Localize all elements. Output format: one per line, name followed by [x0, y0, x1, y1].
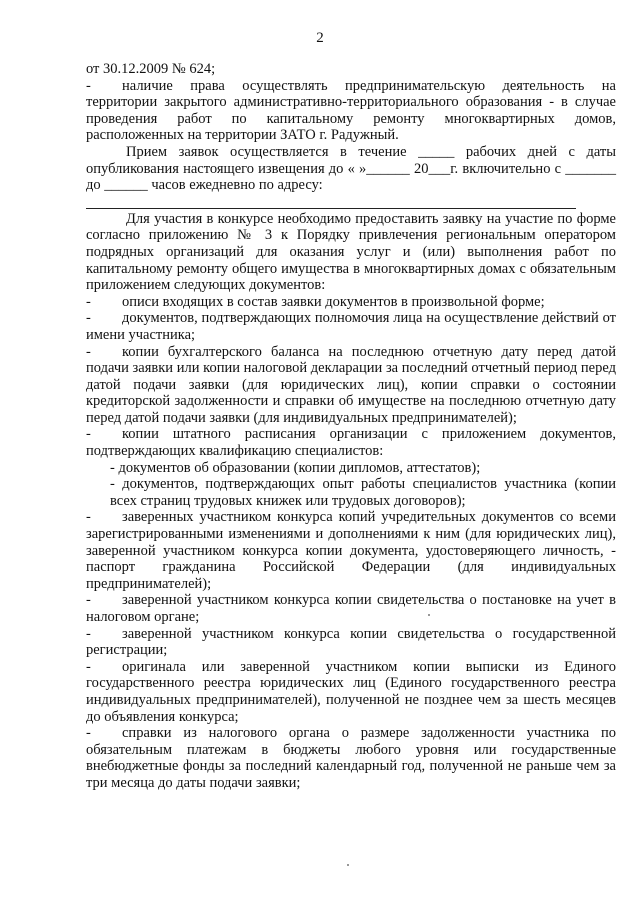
list-item-text: наличие права осуществлять предпринимательскую деятельность на территории закрытого административно-территориального образования - в случае проведения работ по капитальному ремонту многоквартирных домов, расположенных на территории ЗАТО г. Радужный. [86, 77, 616, 144]
list-item-text: заверенной участником конкурса копии свидетельства о постановке на учет в налоговом органе; [86, 592, 616, 625]
list-item-founding-docs [86, 509, 616, 592]
list-item-text: копии штатного расписания организации с приложением документов, подтверждающих квалификацию специалистов: [86, 426, 616, 460]
dash-marker: - [86, 293, 91, 310]
sub-item-experience: - документов, подтверждающих опыт работы специалистов участника (копии всех страниц трудовых книжек или трудовых договоров); [110, 476, 616, 509]
dash-marker: - [86, 310, 91, 327]
dash-marker: - [86, 426, 91, 443]
list-item-text: копии бухгалтерского баланса на последнюю отчетную дату перед датой подачи заявки или копии налоговой декларации за последний отчетный период перед датой подачи заявки (для юридических лиц), копии справки о состоянии кредиторской задолженности и справки об имуществе на последнюю отчетную дату перед датой подачи заявки (для индивидуальных предпринимателей); [86, 343, 616, 426]
paragraph-decree-ref: от 30.12.2009 № 624; [86, 61, 216, 77]
list-item-authority [86, 310, 616, 343]
list-item-text: описи входящих в состав заявки документов в произвольной форме; [122, 293, 545, 310]
list-item-balance [86, 344, 616, 427]
list-item-tax-certificate [86, 725, 616, 791]
dash-marker: - [86, 592, 91, 609]
list-item-text: оригинала или заверенной участником копии выписки из Единого государственного реестра юридических лиц (Единого государственного реестра индивидуальных предпринимателей), полученной не позднее чем за шесть месяцев до объявления конкурса; [86, 658, 616, 725]
address-blank-line [86, 194, 576, 209]
list-item-business-right [86, 78, 616, 144]
list-item-tax-registration [86, 592, 616, 625]
document-body [86, 61, 616, 792]
dash-marker: - [86, 77, 91, 94]
dash-marker: - [86, 725, 91, 742]
paragraph-participation-requirements: Для участия в конкурсе необходимо предоставить заявку на участие по форме согласно приложению № 3 к Порядку привлечения региональным оператором подрядных организаций для оказания услуг и (или) выполнения работ по капитальному ремонту общего имущества в многоквартирных домах с обязательным приложением следующих документов: [86, 210, 616, 294]
paragraph-application-deadline: Прием заявок осуществляется в течение _____ рабочих дней с даты опубликования настоящего извещения до « »______ 20___г. включительно с _______ до ______ часов ежедневно по адресу: [86, 143, 616, 194]
scan-speck [347, 864, 349, 866]
list-item-text: документов, подтверждающих полномочия лица на осуществление действий от имени участника; [86, 310, 616, 343]
dash-marker: - [86, 509, 91, 526]
scan-speck [428, 614, 430, 616]
list-item-text: заверенной участником конкурса копии свидетельства о государственной регистрации; [86, 625, 616, 659]
list-item-text: справки из налогового органа о размере задолженности участника по обязательным платежам в бюджеты любого уровня или государственные внебюджетные фонды за последний календарный год, полученной не раньше чем за три месяца до даты подачи заявки; [86, 725, 616, 791]
list-item-staff-schedule [86, 426, 616, 459]
list-item-registry-extract [86, 659, 616, 725]
sub-item-education: - документов об образовании (копии дипломов, аттестатов); [110, 459, 481, 476]
page-number: 2 [316, 30, 324, 46]
list-item-text: заверенных участником конкурса копий учредительных документов со всеми зарегистрированными изменениями и дополнениями к ним (для юридических лиц), заверенной участником конкурса копии документа, удостоверяющего личность, - паспорт гражданина Российской Федерации (для индивидуальных предпринимателей); [86, 509, 616, 592]
list-item-state-registration [86, 626, 616, 659]
list-item-inventory [86, 294, 616, 311]
dash-marker: - [86, 343, 91, 360]
dash-marker: - [86, 658, 91, 675]
dash-marker: - [86, 625, 91, 642]
